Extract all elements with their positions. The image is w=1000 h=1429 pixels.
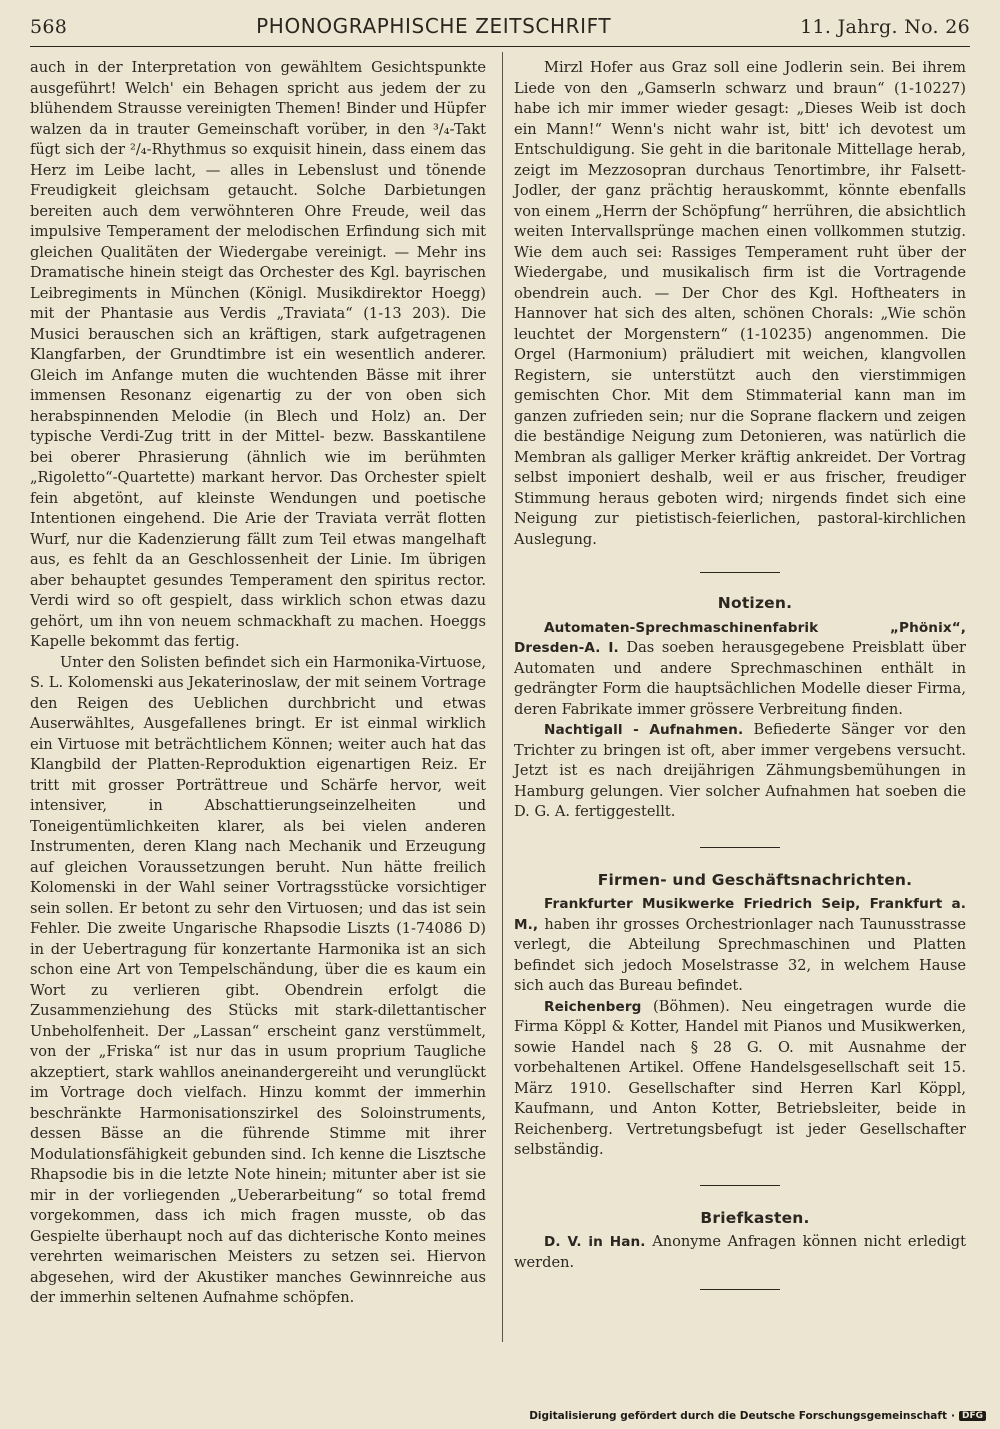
- notizen-item-1: [514, 618, 966, 721]
- briefkasten-text-1: Anonyme Anfragen können nicht erledigt werden.: [514, 1233, 967, 1271]
- notizen-firm-1: Automaten-Sprechmaschinenfabrik „Phönix“, Dresden-A. I.: [514, 619, 966, 656]
- digitization-credit: [529, 1410, 986, 1422]
- right-paragraph-1: Mirzl Hofer aus Graz soll eine Jodlerin sein. Bei ihrem Liede von den „Gamserln schwarz und braun“ (1-10227) habe ich mir immer wieder gesagt: „Dieses Weib ist doch ein Mann!“ Wenn's nicht wahr ist, bitt' ich devotest um Entschuldigung. Sie geht in die baritonale Mittellage herab, zeigt im Mezzosopran durchaus Tenortimbre, ihr Falsett-Jodler, der ganz prächtig herauskommt, könnte ebenfalls von einem „Herrn der Schöpfung“ herrühren, die absichtlich weiten Intervallsprünge machen einen vollkommen stutzig. Wie dem auch sei: Rassiges Temperament ruht über der Wiedergabe, und musikalisch firm ist die Vortragende obendrein auch. — Der Chor des Kgl. Hoftheaters in Hannover hat sich des alten, schönen Chorals: „Wie schön leuchtet der Morgenstern“ (1-10235) angenommen. Die Orgel (Harmonium) präludiert mit weichen, klangvollen Registern, sie unterstützt auch den vierstimmigen gemischten Chor. Mit dem Stimmaterial kann man im ganzen zufrieden sein; nur die Soprane flackern und zeigen die beständige Neigung zum Detonieren, was natürlich die Membran als galliger Merker kräftig ankreidet. Der Vortrag selbst imponiert deshalb, weil er aus frischer, freudiger Stimmung heraus geboten wird; nirgends findet sich eine Neigung zur pietistisch-feierlichen, pastoral-kirchlichen Auslegung.: [514, 59, 966, 548]
- notizen-item-2: [514, 720, 966, 823]
- notizen-firm-2: Nachtigall - Aufnahmen.: [544, 722, 744, 738]
- firmen-heading: Firmen- und Geschäftsnachrichten.: [597, 870, 913, 889]
- right-column: [514, 58, 966, 1290]
- journal-title: PHONOGRAPHISCHE ZEITSCHRIFT: [256, 14, 612, 38]
- firmen-text-1: haben ihr grosses Orchestrionlager nach Taunusstrasse verlegt, die Abteilung Sprechmaschinen und Platten befindet sich jedoch Moselstrasse 32, in welchem Hause sich auch das Bureau befindet.: [514, 915, 967, 994]
- credit-text: Digitalisierung gefördert durch die Deutsche Forschungsgemeinschaft: [529, 1410, 947, 1422]
- section-divider: [700, 1185, 780, 1186]
- notizen-heading: Notizen.: [717, 594, 793, 612]
- notizen-text-1: Das soeben herausgegebene Preisblatt über Automaten und andere Sprechmaschinen enthält in gedrängter Form die hauptsächlichen Modelle dieser Firma, deren Fabrikate immer grössere Verbreitung finden.: [514, 639, 966, 718]
- left-paragraph-2: Unter den Solisten befindet sich ein Harmonika-Virtuose, S. L. Kolomenski aus Jekaterinoslaw, der mit seinem Vortrage den Reigen des Ueblichen durchbricht und etwas Auserwähltes, Ausgefallenes bringt. Er ist einmal wirklich ein Virtuose mit beträchtlichem Können; weiter auch hat das Klangbild der Platten-Reproduktion eigenartigen Reiz. Er tritt mit grosser Porträttreue und Schärfe hervor, weit intensiver, in Abschattierungseinzelheiten und Toneigentümlichkeiten klarer, als bei vielen anderen Instrumenten, deren Klang nach Mechanik und Erzeugung auf gleichen Voraussetzungen beruht. Nun hätte freilich Kolomenski in der Wahl seiner Vortragsstücke vorsichtiger sein sollen. Er betont zu sehr den Virtuosen; und das ist sein Fehler. Die zweite Ungarische Rhapsodie Liszts (1-74086 D) in der Uebertragung für konzertante Harmonika ist an sich schon eine Art von Tempelschändung, über die es kaum ein Wort zu verlieren gibt. Obendrein erfolgt die Zusammenziehung des Stücks mit stark-dilettantischer Unbeholfenheit. Der „Lassan“ erscheint ganz verstümmelt, von der „Friska“ ist nur das in usum proprium Taugliche akzeptiert, stark wahllos aneinandergereiht und verunglückt im Vortrage doch vielfach. Hinzu kommt der immerhin beschränkte Harmonisationszirkel des Soloinstruments, dessen Bässe an die führende Stimme mit ihrer Modulationsfähigkeit gebunden sind. Ich kenne die Lisztsche Rhapsodie bis in die letzte Note hinein; mitunter aber ist sie mir in der vorliegenden „Ueberarbeitung“ so total fremd vorgekommen, dass ich mich fragen musste, ob das Gespielte überhaupt noch auf das dichterische Konto meines verehrten weimarischen Meisters zu setzen sei. Hiervon abgesehen, wird der Akustiker manches Gewinnreiche aus der immerhin seltenen Aufnahme schöpfen.: [30, 653, 486, 1306]
- briefkasten-firm-1: D. V. in Han.: [544, 1234, 646, 1250]
- credit-dot: ·: [950, 1410, 955, 1422]
- issue-label: 11. Jahrg. No. 26: [800, 16, 970, 38]
- page-number: 568: [30, 16, 68, 38]
- briefkasten-heading: Briefkasten.: [700, 1208, 810, 1227]
- section-divider: [700, 847, 780, 848]
- firmen-text-2: (Böhmen). Neu eingetragen wurde die Firma Köppl & Kotter, Handel mit Pianos und Musikwerken, sowie Handel nach § 28 G. O. mit Ausnahme der vorbehaltenen Artikel. Offene Handelsgesellschaft seit 15. März 1910. Gesellschafter sind Herren Karl Köppl, Kaufmann, und Anton Kotter, Betriebsleiter, beide in Reichenberg. Vertretungsbefugt ist jeder Gesellschafter selbständig.: [514, 997, 967, 1158]
- page-header: [30, 14, 970, 44]
- notizen-text-2: Befiederte Sänger vor den Trichter zu bringen ist oft, aber immer vergebens versucht. Jetzt ist es nach dreijährigen Zähmungsbemühungen in Hamburg gelungen. Vier solcher Aufnahmen hat soeben die D. G. A. fertiggestellt.: [514, 721, 967, 820]
- dfg-logo-icon: DFG: [959, 1411, 986, 1421]
- firmen-firm-2: Reichenberg: [544, 998, 642, 1015]
- firmen-item-2: [514, 997, 966, 1161]
- section-divider: [700, 572, 780, 573]
- header-rule: [30, 46, 970, 47]
- column-separator: [502, 52, 503, 1342]
- left-paragraph-1: auch in der Interpretation von gewähltem Gesichtspunkte ausgeführt! Welch' ein Behagen spricht aus jedem der zu blühendem Strausse vereinigten Themen! Binder und Hüpfer walzen da in trauter Gemeinschaft vorüber, in den ³/₄-Takt fügt sich der ²/₄-Rhythmus so exquisit hinein, dass einem das Herz im Leibe lacht, — alles in Lebenslust und tönende Freudigkeit gleichsam getaucht. Solche Darbietungen bereiten auch dem verwöhnteren Ohre Freude, weil das impulsive Temperament der melodischen Erfindung sich mit gleichen Qualitäten der Wiedergabe vereinigt. — Mehr ins Dramatische hinein steigt das Orchester des Kgl. bayrischen Leibregiments in München (Königl. Musikdirektor Hoegg) mit der Phantasie aus Verdis „Traviata“ (1-13 203). Die Musici berauschen sich an kräftigen, stark aufgetragenen Klangfarben, der Grundtimbre ist ein wesentlich anderer. Gleich im Anfange muten die wuchtenden Bässe mit ihrer immensen Resonanz eigenartig zu der von oben sich herabspinnenden Melodie (in Blech und Holz) an. Der typische Verdi-Zug tritt in der Mittel- bezw. Basskantilene bei oberer Phrasierung (ähnlich wie im berühmten „Rigoletto“-Quartette) markant hervor. Das Orchester spielt fein abgetönt, auf kleinste Wendungen und poetische Intentionen eingehend. Die Arie der Traviata verrät flotten Wurf, nur die Kadenzierung fällt zum Teil etwas mangelhaft aus, es fehlt da an Geschlossenheit der Linie. Im übrigen aber behauptet gesundes Temperament den spiritus rector. Verdi wird so oft gespielt, dass wirklich schon etwas dazu gehört, um ihn von neuem schmackhaft zu machen. Hoeggs Kapelle bekommt das fertig.: [30, 59, 486, 650]
- section-divider: [700, 1289, 780, 1290]
- firmen-item-1: [514, 894, 966, 997]
- briefkasten-item-1: [514, 1232, 966, 1273]
- left-column: [30, 58, 486, 1309]
- firmen-firm-1: Frankfurter Musikwerke Friedrich Seip, Frankfurt a. M.,: [514, 896, 966, 933]
